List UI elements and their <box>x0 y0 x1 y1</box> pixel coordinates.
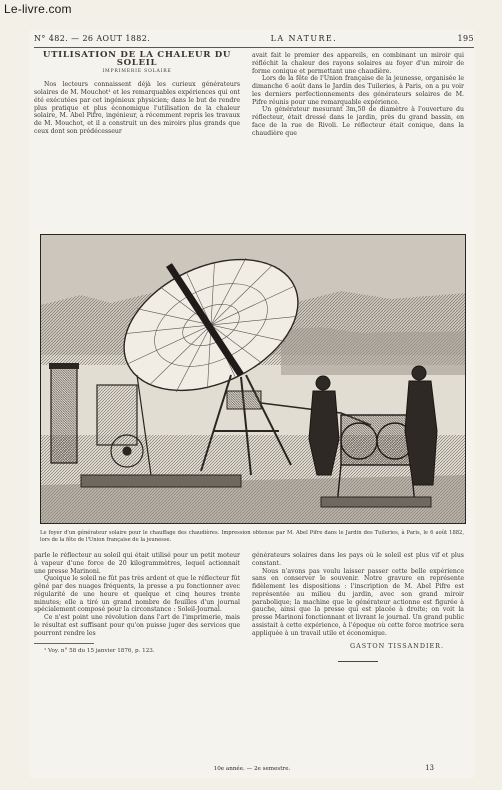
paragraph: Nous n'avons pas voulu laisser passer cette belle expérience sans en conserver le souvenir. Notre gravure en représente fidèlement les dispositions : l'inscription de M. Abel Pifre est représentée au milieu du jardin, avec son grand miroir parabolique; la machine que le générateur actionne est figurée à gauche, ainsi que la presse qui est placée à droite; on voit la presse Marinoni fonctionnant et livrant le journal. Un grand public assistait à cette expérience, à l'époque où cette force motrice sera appliquée à un travail utile et économique. <box>252 567 464 637</box>
site-logo[interactable]: Le-livre.com <box>4 2 72 16</box>
issue-number: N° 482. — 26 AOUT 1882. <box>34 34 151 43</box>
paragraph: Lors de la fête de l'Union française de la jeunesse, organisée le dimanche 6 août dans le Jardin des Tuileries, à Paris, on a pu voir les derniers perfectionnements des générateurs solaires de M. Pifre réunis pour une remarquable expérience. <box>252 75 464 106</box>
solar-printing-engraving <box>41 235 465 523</box>
bottom-page-number: 13 <box>425 764 434 772</box>
column-left-bottom <box>34 552 240 762</box>
column-right-top <box>252 52 464 228</box>
paragraph: Quoique le soleil ne fût pas très ardent et que le réflecteur fût gêné par des nuages fréquents, la presse a pu fonctionner avec régularité de une heure et quelque et cinq heures trente minutes; elle a tiré un grand nombre de feuilles d'un journal spécialement composé pour la circonstance : Soleil-Journal. <box>34 575 240 614</box>
engraving-illustration <box>40 234 466 524</box>
closing-rule <box>338 661 378 662</box>
figure-caption: Le foyer d'un générateur solaire pour le chauffage des chaudières. Impression obtenue par M. Abel Pifre dans le Jardin des Tuileries, à Paris, le 6 août 1882, lors de la fête de l'Union française de la jeunesse. <box>40 530 464 543</box>
journal-title: LA NATURE. <box>270 34 338 43</box>
header-rule <box>34 47 474 48</box>
column-right-bottom <box>252 552 464 762</box>
paragraph: Ce n'est point une révolution dans l'art de l'imprimerie, mais le résultat est suffisant pour qu'on puisse juger des services que pourront rendre les <box>34 614 240 637</box>
footnote: ¹ Voy. n° 58 du 15 janvier 1876, p. 123. <box>44 648 155 655</box>
page-number: 195 <box>457 34 474 43</box>
paragraph: générateurs solaires dans les pays où le soleil est plus vif et plus constant. <box>252 552 464 567</box>
article-subtitle: IMPRIMERIE SOLAIRE <box>102 68 172 74</box>
article-title: UTILISATION DE LA CHALEUR DU SOLEIL <box>42 50 232 68</box>
paragraph: avait fait le premier des appareils, en combinant un miroir qui réfléchit la chaleur des rayons solaires au foyer d'un miroir de forme conique et permettant une chaudière. <box>252 52 464 75</box>
author-signature: GASTON TISSANDIER. <box>349 642 444 651</box>
footnote-rule <box>34 643 94 644</box>
running-head <box>34 34 474 46</box>
magazine-page <box>30 30 474 778</box>
folio-line: 10e année. — 2e semestre. <box>213 766 291 772</box>
paragraph: parle le réflecteur au soleil qui était utilisé pour un petit moteur à vapeur d'une force de 20 kilogrammètres, lequel actionnait une presse Marinoni. <box>34 552 240 575</box>
paragraph: Un générateur mesurant 3m,50 de diamètre à l'ouverture du réflecteur, était dressé dans le jardin, près du grand bassin, en face de la rue de Rivoli. Le réflecteur était conique, dans la chaudière que <box>252 106 464 137</box>
column-left-top <box>34 52 240 228</box>
paragraph: Nos lecteurs connaissent déjà les curieux générateurs solaires de M. Mouchot¹ et les remarquables expériences qui ont été exécutées par cet ingénieux physicien; dans le but de rendre plus pratique et plus économique l'utilisation de la chaleur solaire, M. Abel Pifre, ingénieur, a récemment repris les travaux de M. Mouchot, et il a construit un des miroirs plus grands que ceux dont son prédécesseur <box>34 81 240 135</box>
